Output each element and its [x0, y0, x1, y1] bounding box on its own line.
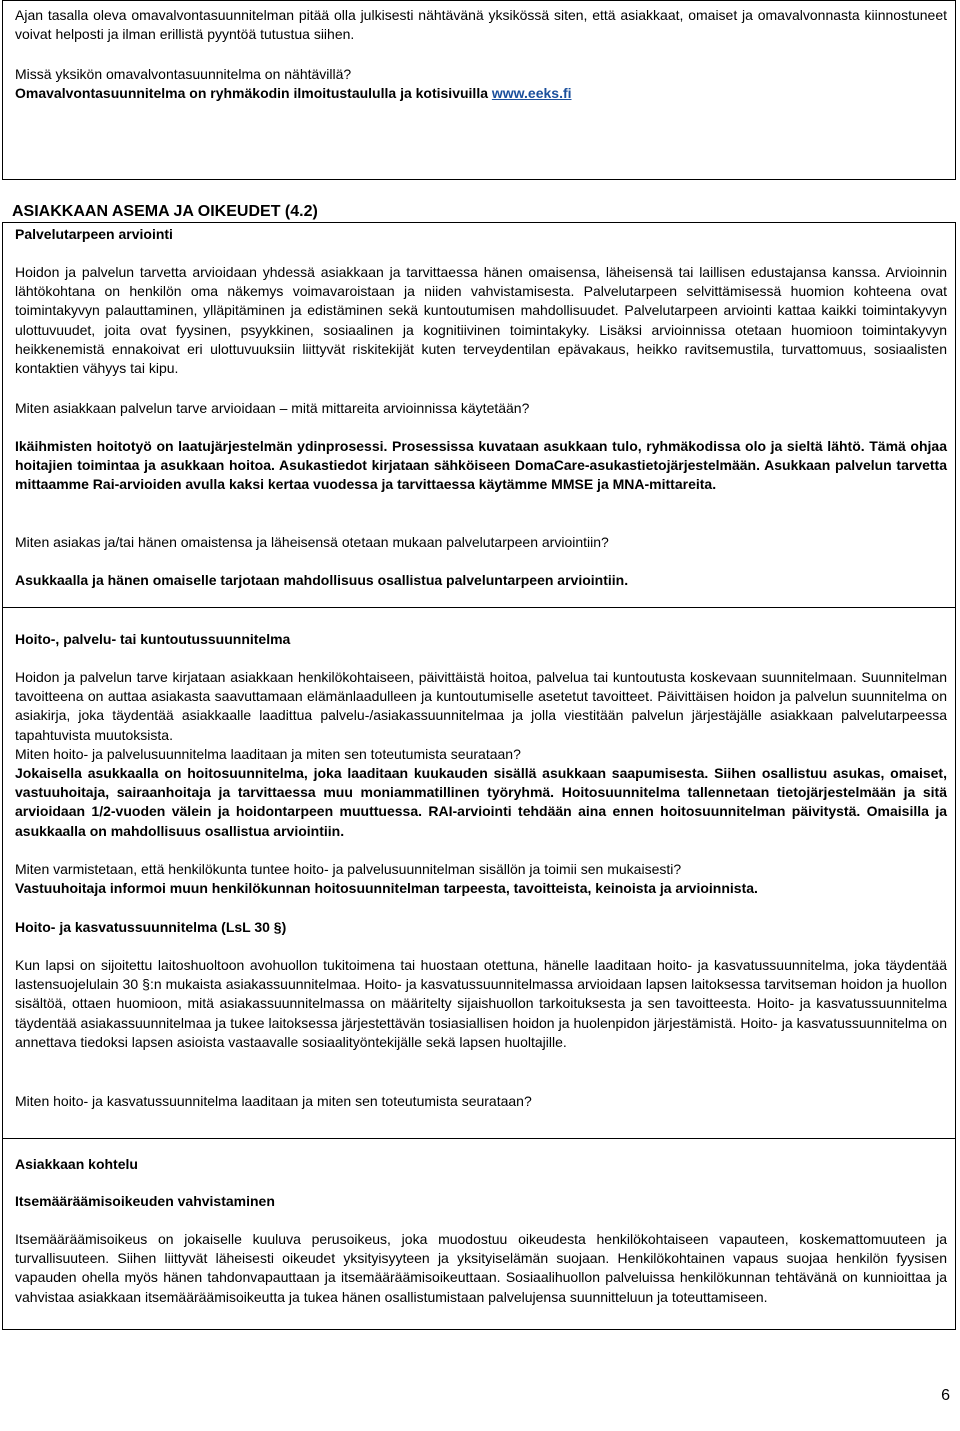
answer-1: Ikäihmisten hoitotyö on laatujärjestelmän ydinprosessi. Prosessissa kuvataan asukkaan tulo, ryhmäkodissa olo ja sieltä lähtö. Tämä ohjaa hoitajien toimintaa ja asukkaan hoitoa. Asukastiedot kirjataan sähköiseen DomaCare-asukastietojärjestelmään. Asukkaan palvelun tarvetta mittaamme Rai-arvioiden avulla kaksi kertaa vuodessa ja tarvittaessa käytämme MMSE ja MNA-mittareita. — [15, 438, 947, 493]
intro-text: Ajan tasalla oleva omavalvontasuunnitelman pitää olla julkisesti nähtävänä yksikössä siten, että asiakkaat, omaiset ja omavalvonnasta kiinnostuneet voivat helposti ja ilman erillistä pyyntöä tutustua siihen. — [15, 7, 947, 43]
care-plan-question-1: Miten hoito- ja palvelusuunnitelma laaditaan ja miten sen toteutumista seurataan? — [15, 746, 521, 762]
care-plan-question-2: Miten varmistetaan, että henkilökunta tuntee hoito- ja palvelusuunnitelman sisällön ja toimii sen mukaisesti? — [15, 861, 682, 877]
answer-2: Asukkaalla ja hänen omaiselle tarjotaan mahdollisuus osallistua palveluntarpeen arviointiin. — [15, 572, 629, 588]
answer-prefix: Omavalvontasuunnitelma on ryhmäkodin ilmoitustaululla ja kotisivuilla — [15, 85, 492, 101]
care-plan-answer-1: Jokaisella asukkaalla on hoitosuunnitelma, joka laaditaan kuukauden sisällä asukkaan saapumisesta. Siihen osallistuu asukas, omaiset, vastuuhoitaja, sairaanhoitaja ja tarvittaessa muu moniammatillinen työryhmä. Hoitosuunnitelma tallennetaan tietojärjestelmään ja sitä arvioidaan 1/2-vuoden välein ja hoidontarpeen muuttuessa. RAI-arviointi tehdään aina ennen hoitosuunnitelman päivitystä. Omaisilla ja asukkaalla on mahdollisuus osallistua arviointiin. — [15, 765, 947, 839]
website-link[interactable]: www.eeks.fi — [491, 85, 572, 101]
care-plan-title: Hoito-, palvelu- tai kuntoutussuunnitelma — [15, 631, 291, 647]
service-need-title: Palvelutarpeen arviointi — [15, 226, 173, 242]
care-plan-box — [2, 607, 956, 1139]
care-plan-paragraph: Hoidon ja palvelun tarve kirjataan asiakkaan henkilökohtaiseen, päivittäistä hoitoa, palvelua tai kuntoutusta koskevaan suunnitelmaan. Suunnitelman tavoitteena on auttaa asiakasta saavuttamaan elämänlaadulleen ja kuntoutumiselle asetetut tavoitteet. Päivittäisen hoidon ja palvelun suunnitelma on asiakirja, joka täydentää asiakkaalle laadittua palvelu-/asiakassuunnitelmaa ja jolla viestitään palvelun järjestäjälle asiakkaan palvelutarpeessa tapahtuvista muutoksista. — [15, 669, 947, 743]
public-visibility-box — [2, 0, 956, 180]
client-treatment-title: Asiakkaan kohtelu — [15, 1156, 138, 1172]
question-text: Missä yksikön omavalvontasuunnitelma on nähtävillä? — [15, 66, 352, 82]
upbringing-plan-paragraph: Kun lapsi on sijoitettu laitoshuoltoon avohuollon tukitoimena tai huostaan otettuna, hänelle laaditaan hoito- ja kasvatussuunnitelma, joka täydentää lastensuojelulain 30 §:n mukaista asiakassuunnitelmaa. Hoito- ja kasvatussuunnitelmassa arvioidaan lapsen laitoksessa tarvitseman hoidon ja huollon sisältöä, ottaen huomioon, mitä asiakassuunnitelmassa on määritelty sijaishuollon tarkoituksesta ja sen tavoitteesta. Hoito- ja kasvatussuunnitelma täydentää asiakassuunnitelmaa ja tukee laitoksessa järjestettävän tosiasiallisen hoidon ja huolenpidon järjestämistä. Hoito- ja kasvatussuunnitelma on annettava tiedoksi lapsen asioista vastaavalle sosiaalityöntekijälle sekä lapsen huoltajille. — [15, 957, 947, 1050]
question-2: Miten asiakas ja/tai hänen omaistensa ja läheisensä otetaan mukaan palvelutarpeen arviointiin? — [15, 534, 609, 550]
section-title: ASIAKKAAN ASEMA JA OIKEUDET (4.2) — [12, 203, 318, 220]
answer-text — [15, 84, 947, 103]
client-treatment-box — [2, 1138, 956, 1330]
service-need-paragraph: Hoidon ja palvelun tarvetta arvioidaan yhdessä asiakkaan ja tarvittaessa hänen omaisensa, läheisensä tai laillisen edustajansa kanssa. Arvioinnin lähtökohtana on henkilön oma näkemys voimavaroistaan ja niiden vahvistamisesta. Palvelutarpeen selvittämisessä huomion kohteena ovat toimintakyvyn palauttaminen, ylläpitäminen ja edistäminen sekä kuntoutumisen mahdollisuudet. Palvelutarpeen arviointi kattaa kaikki toimintakyvyn ulottuvuudet, joita ovat fyysinen, psyykkinen, sosiaalinen ja kognitiivinen toimintakyky. Lisäksi arvioinnissa otetaan huomioon toimintakyvyn heikkenemistä ennakoivat eri ulottuvuuksiin liittyvät riskitekijät kuten terveydentilan epävakaus, heikko ravitsemustila, turvattomuus, sosiaalisten kontaktien vähyys tai kipu. — [15, 264, 947, 377]
page-number: 6 — [941, 1387, 950, 1404]
upbringing-plan-question: Miten hoito- ja kasvatussuunnitelma laaditaan ja miten sen toteutumista seurataan? — [15, 1093, 532, 1109]
self-determination-subtitle: Itsemääräämisoikeuden vahvistaminen — [15, 1193, 275, 1209]
self-determination-paragraph: Itsemääräämisoikeus on jokaiselle kuuluva perusoikeus, joka muodostuu oikeudesta henkilökohtaiseen vapauteen, koskemattomuuteen ja turvallisuuteen. Siihen liittyvät läheisesti oikeudet yksityisyyteen ja yksityiselämän suojaan. Henkilökohtainen vapaus suojaa henkilön fyysisen vapauden ohella myös hänen tahdonvapauttaan ja itsemääräämisoikeuttaan. Sosiaalihuollon palveluissa henkilökunnan tehtävänä on kunnioittaa ja vahvistaa asiakkaan itsemääräämisoikeutta ja tukea hänen osallistumistaan palvelujensa suunnitteluun ja toteuttamiseen. — [15, 1231, 947, 1305]
question-1: Miten asiakkaan palvelun tarve arvioidaan – mitä mittareita arvioinnissa käytetään? — [15, 400, 530, 416]
service-need-box — [2, 222, 956, 608]
care-plan-answer-2: Vastuuhoitaja informoi muun henkilökunnan hoitosuunnitelman tarpeesta, tavoitteista, keinoista ja arvioinnista. — [15, 880, 758, 896]
upbringing-plan-title: Hoito- ja kasvatussuunnitelma (LsL 30 §) — [15, 919, 287, 935]
